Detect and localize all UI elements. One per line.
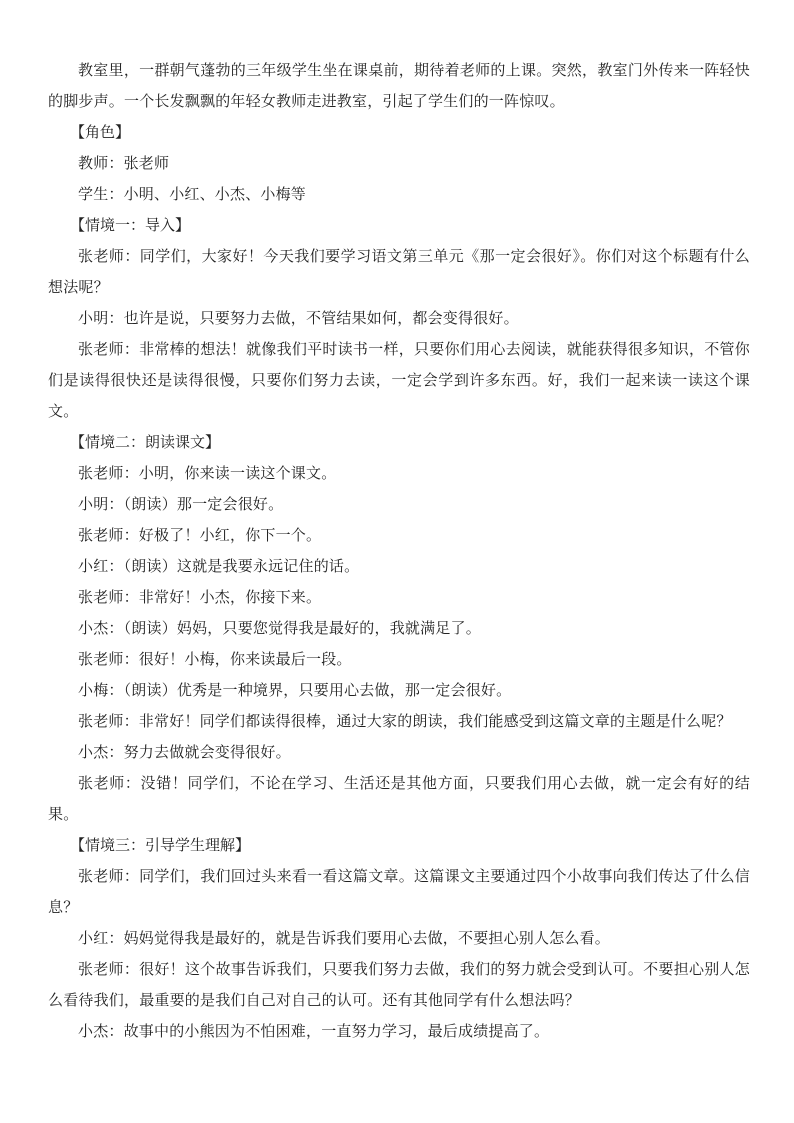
section-heading-roles: 【角色】 — [70, 123, 131, 141]
section-heading-scene-3: 【情境三：引导学生理解】 — [70, 836, 251, 854]
dialogue-line: 张老师：好极了！小红，你下一个。 — [78, 526, 322, 544]
dialogue-line: 张老师：非常好！同学们都读得很棒，通过大家的朗读，我们能感受到这篇文章的主题是什么呢？ — [78, 712, 732, 730]
section-heading-scene-1: 【情境一：导入】 — [70, 216, 191, 234]
role-teacher: 教师：张老师 — [78, 154, 170, 172]
section-heading-scene-2: 【情境二：朗读课文】 — [70, 433, 221, 451]
dialogue-line: 张老师：很好！小梅，你来读最后一段。 — [78, 650, 352, 668]
dialogue-line: 小红：（朗读）这就是我要永远记住的话。 — [78, 557, 360, 575]
dialogue-line: 张老师：没错！同学们，不论在学习、生活还是其他方面，只要我们用心去做，就一定会有好的结果。 — [48, 774, 750, 823]
role-students: 学生：小明、小红、小杰、小梅等 — [78, 185, 307, 203]
dialogue-line: 张老师：很好！这个故事告诉我们，只要我们努力去做，我们的努力就会受到认可。不要担心别人怎么看待我们，最重要的是我们自己对自己的认可。还有其他同学有什么想法吗？ — [48, 960, 750, 1009]
dialogue-line: 张老师：同学们，我们回过头来看一看这篇文章。这篇课文主要通过四个小故事向我们传达了什么信息？ — [48, 867, 750, 916]
dialogue-line: 张老师：小明，你来读一读这个课文。 — [78, 464, 337, 482]
dialogue-line: 张老师：非常棒的想法！就像我们平时读书一样，只要你们用心去阅读，就能获得很多知识，不管你们是读得很快还是读得很慢，只要你们努力去读，一定会学到许多东西。好，我们一起来读一读这个课文。 — [48, 340, 750, 420]
document-page — [48, 55, 750, 1047]
dialogue-line: 张老师：非常好！小杰，你接下来。 — [78, 588, 322, 606]
dialogue-line: 小明：（朗读）那一定会很好。 — [78, 495, 284, 513]
dialogue-line: 小杰：故事中的小熊因为不怕困难，一直努力学习，最后成绩提高了。 — [78, 1022, 550, 1040]
dialogue-line: 小红：妈妈觉得我是最好的，就是告诉我们要用心去做，不要担心别人怎么看。 — [78, 929, 611, 947]
dialogue-line: 小杰：努力去做就会变得很好。 — [78, 743, 291, 761]
dialogue-line: 小梅：（朗读）优秀是一种境界，只要用心去做，那一定会很好。 — [78, 681, 512, 699]
dialogue-line: 张老师：同学们，大家好！今天我们要学习语文第三单元《那一定会很好》。你们对这个标题有什么想法呢？ — [48, 247, 750, 296]
intro-paragraph: 教室里，一群朝气蓬勃的三年级学生坐在课桌前，期待着老师的上课。突然，教室门外传来一阵轻快的脚步声。一个长发飘飘的年轻女教师走进教室，引起了学生们的一阵惊叹。 — [48, 61, 750, 110]
dialogue-line: 小杰：（朗读）妈妈，只要您觉得我是最好的，我就满足了。 — [78, 619, 481, 637]
dialogue-line: 小明：也许是说，只要努力去做，不管结果如何，都会变得很好。 — [78, 309, 519, 327]
